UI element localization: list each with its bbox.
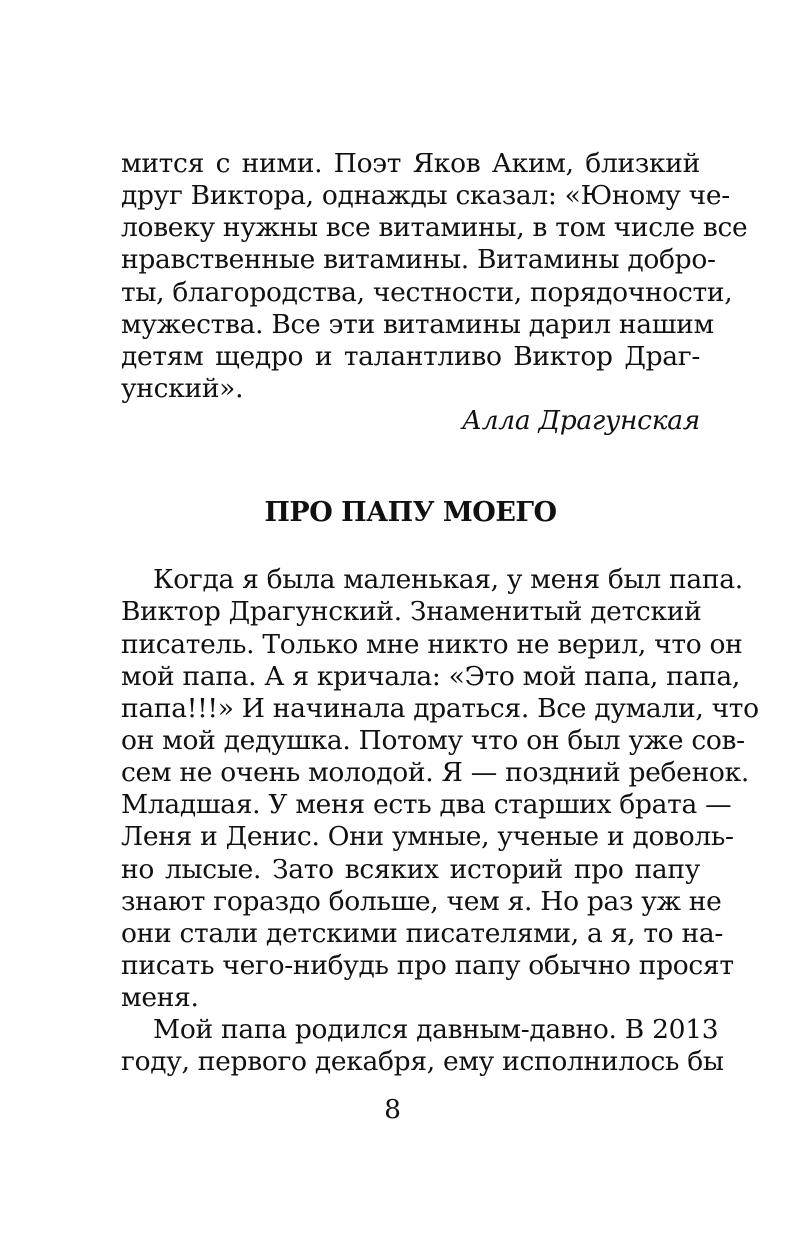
- text-line: Виктор Драгунский. Знаменитый детский: [121, 596, 702, 628]
- text-line: писать чего-нибудь про папу обычно просят: [121, 949, 734, 981]
- text-line: мой папа. А я кричала: «Это мой папа, папа,: [121, 660, 740, 692]
- page-body: [121, 148, 759, 1079]
- text-line: ты, благородства, честности, порядочности,: [121, 276, 733, 308]
- text-line: мится с ними. Поэт Яков Аким, близкий: [121, 148, 700, 179]
- text-line: унский».: [121, 372, 244, 404]
- chapter-paragraph-2: [121, 1014, 724, 1078]
- text-line: писатель. Только мне никто не верил, что он: [121, 628, 743, 660]
- text-line: Когда я была маленькая, у меня был папа.: [153, 564, 743, 596]
- text-line: нравственные витамины. Витамины добро-: [121, 244, 716, 276]
- page-number: 8: [384, 1094, 401, 1125]
- text-line: ловеку нужны все витамины, в том числе все: [121, 212, 748, 244]
- text-line: знают гораздо больше, чем я. Но раз уж не: [121, 885, 722, 917]
- intro-paragraph: [121, 148, 748, 437]
- text-line: но лысые. Зато всяких историй про папу: [121, 853, 700, 885]
- text-line: папа!!!» И начинала драться. Все думали, что: [121, 692, 759, 724]
- text-line: детям щедро и талантливо Виктор Драг-: [121, 340, 700, 372]
- text-line: Мой папа родился давным-давно. В 2013: [153, 1014, 719, 1046]
- text-line: друг Виктора, однажды сказал: «Юному че-: [121, 180, 730, 212]
- text-line: они стали детскими писателями, а я, то на-: [121, 917, 723, 949]
- text-line: мужества. Все эти витамины дарил нашим: [121, 308, 714, 340]
- text-line: году, первого декабря, ему исполнилось бы: [121, 1046, 724, 1078]
- text-line: он мой дедушка. Потому что он был уже сов-: [121, 724, 745, 756]
- text-line: меня.: [121, 982, 199, 1014]
- chapter-paragraph-1: [121, 564, 759, 1014]
- text-line: Леня и Денис. Они умные, ученые и доволь-: [121, 821, 734, 853]
- author-signature: Алла Драгунская: [461, 405, 700, 437]
- chapter-title: ПРО ПАПУ МОЕГО: [264, 497, 557, 529]
- text-line: сем не очень молодой. Я — поздний ребенок.: [121, 757, 749, 789]
- text-line: Младшая. У меня есть два старших брата —: [121, 789, 732, 821]
